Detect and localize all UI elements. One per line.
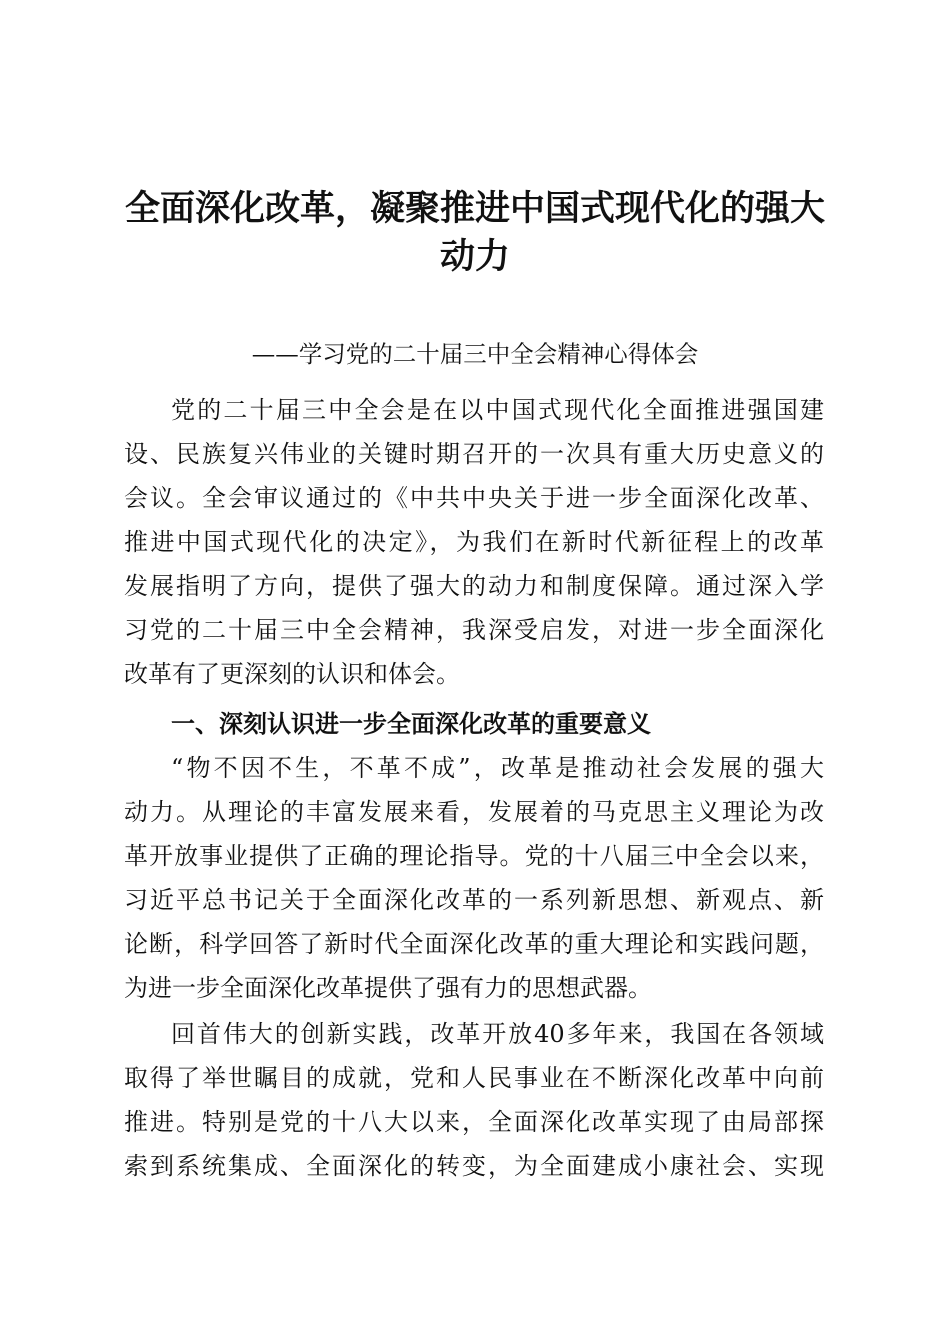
- paragraph-line: 习党的二十届三中全会精神，我深受启发，对进一步全面深化: [124, 616, 824, 644]
- paragraph-line: 设、民族复兴伟业的关键时期召开的一次具有重大历史意义的: [124, 440, 824, 468]
- paragraph-line: 动力。从理论的丰富发展来看，发展着的马克思主义理论为改: [124, 798, 824, 826]
- paragraph-line: 改革有了更深刻的认识和体会。: [124, 660, 460, 688]
- document-subtitle: ——学习党的二十届三中全会精神心得体会: [251, 340, 699, 368]
- paragraph-line: 习近平总书记关于全面深化改革的一系列新思想、新观点、新: [124, 886, 824, 914]
- paragraph-line: 推进。特别是党的十八大以来，全面深化改革实现了由局部探: [124, 1108, 824, 1136]
- paragraph-line: 论断，科学回答了新时代全面深化改革的重大理论和实践问题，: [124, 930, 824, 958]
- paragraph-line: 发展指明了方向，提供了强大的动力和制度保障。通过深入学: [124, 572, 824, 600]
- paragraph-line: 取得了举世瞩目的成就，党和人民事业在不断深化改革中向前: [124, 1064, 824, 1092]
- paragraph-line: 为进一步全面深化改革提供了强有力的思想武器。: [124, 974, 652, 1002]
- paragraph-line: “物不因不生，不革不成”，改革是推动社会发展的强大: [171, 754, 824, 782]
- paragraph-line: 索到系统集成、全面深化的转变，为全面建成小康社会、实现: [124, 1152, 824, 1180]
- paragraph-line: 革开放事业提供了正确的理论指导。党的十八届三中全会以来，: [124, 842, 824, 870]
- paragraph-line: 会议。全会审议通过的《中共中央关于进一步全面深化改革、: [124, 484, 824, 512]
- document-title-line-1: 全面深化改革，凝聚推进中国式现代化的强大: [124, 189, 825, 229]
- paragraph-line: 推进中国式现代化的决定》，为我们在新时代新征程上的改革: [124, 528, 824, 556]
- paragraph-line: 党的二十届三中全会是在以中国式现代化全面推进强国建: [171, 396, 824, 424]
- section-heading-1: 一、深刻认识进一步全面深化改革的重要意义: [171, 710, 651, 738]
- document-title-line-2: 动力: [439, 237, 510, 277]
- paragraph-line: 回首伟大的创新实践，改革开放40多年来，我国在各领域: [171, 1020, 824, 1048]
